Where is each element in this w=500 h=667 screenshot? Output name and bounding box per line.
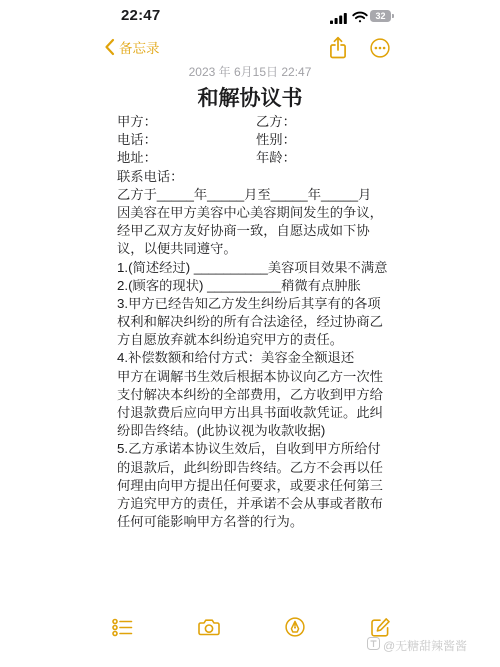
note-line: 方追究甲方的责任，并承诺不会从事或者散布 bbox=[117, 495, 383, 511]
note-line: 5.乙方承诺本协议生效后，自收到甲方所给付 bbox=[117, 441, 381, 457]
ellipsis-circle-icon bbox=[370, 45, 390, 62]
watermark bbox=[367, 637, 467, 655]
note-title[interactable]: 和解协议书 bbox=[197, 87, 303, 110]
watermark-logo-icon bbox=[367, 637, 380, 655]
party-left-label: 电话： bbox=[117, 132, 157, 148]
note-line: 的退款后，此纠纷即告终结。乙方不会再以任 bbox=[117, 459, 383, 475]
share-icon bbox=[329, 46, 347, 63]
note-line: 乙方于_____年_____月至_____年_____月 bbox=[117, 186, 372, 202]
party-left-label: 地址： bbox=[117, 150, 157, 166]
party-row bbox=[117, 131, 392, 149]
signal-icon bbox=[330, 11, 347, 29]
chevron-left-icon bbox=[104, 38, 115, 61]
share-button[interactable] bbox=[329, 36, 347, 64]
note-line: 纷即告终结。(此协议视为收款收据) bbox=[117, 423, 326, 439]
note-line: 2.(顾客的现状) __________稍微有点肿胀 bbox=[117, 277, 361, 293]
checklist-icon bbox=[112, 624, 133, 641]
battery-level: 32 bbox=[375, 11, 386, 21]
checklist-button[interactable] bbox=[112, 618, 133, 642]
note-date: 2023 年 6月15日 22:47 bbox=[188, 65, 312, 79]
camera-button[interactable] bbox=[198, 618, 220, 641]
note-line: 1.(简述经过) __________美容项目效果不满意 bbox=[117, 259, 388, 275]
note-line: 何理由向甲方提出任何要求，或要求任何第三 bbox=[117, 477, 383, 493]
party-right-label: 乙方： bbox=[256, 114, 296, 129]
note-body[interactable] bbox=[117, 113, 392, 531]
note-line: 3.甲方已经告知乙方发生纠纷后其享有的各项 bbox=[117, 295, 381, 311]
note-line: 4.补偿数额和给付方式：美容金全额退还 bbox=[117, 350, 355, 366]
note-line: 方自愿放弃就本纠纷追究甲方的责任。 bbox=[117, 332, 344, 348]
note-line: 甲方在调解书生效后根据本协议向乙方一次性 bbox=[117, 368, 383, 384]
note-line: 联系电话： bbox=[117, 168, 184, 184]
note-line: 经甲乙双方友好协商一致，自愿达成如下协 bbox=[117, 223, 370, 239]
back-label: 备忘录 bbox=[119, 41, 160, 56]
note-line: 议，以便共同遵守。 bbox=[117, 241, 237, 257]
note-line: 支付解决本纠纷的全部费用，乙方收到甲方给 bbox=[117, 386, 383, 402]
back-button[interactable] bbox=[104, 38, 160, 60]
party-right-label: 年龄： bbox=[256, 150, 296, 166]
markup-button[interactable] bbox=[285, 617, 305, 642]
status-time: 22:47 bbox=[121, 7, 161, 24]
wifi-icon bbox=[352, 10, 368, 28]
camera-icon bbox=[198, 623, 220, 640]
party-row bbox=[117, 149, 392, 167]
note-line: 任何可能影响甲方名誉的行为。 bbox=[117, 514, 304, 530]
more-button[interactable] bbox=[370, 38, 390, 63]
watermark-text: @无糖甜辣酱酱 bbox=[383, 639, 468, 653]
party-row bbox=[117, 113, 392, 131]
markup-icon bbox=[285, 624, 305, 641]
note-line: 因美容在甲方美容中心美容期间发生的争议， bbox=[117, 204, 383, 220]
note-line: 权利和解决纠纷的所有合法途径，经过协商乙 bbox=[117, 314, 383, 330]
party-right-label: 性别： bbox=[256, 132, 296, 148]
note-line: 付退款费后应向甲方出具书面收款凭证。此纠 bbox=[117, 405, 383, 420]
battery-icon bbox=[370, 10, 391, 22]
party-left-label: 甲方： bbox=[117, 114, 157, 129]
battery-nub bbox=[392, 14, 394, 18]
